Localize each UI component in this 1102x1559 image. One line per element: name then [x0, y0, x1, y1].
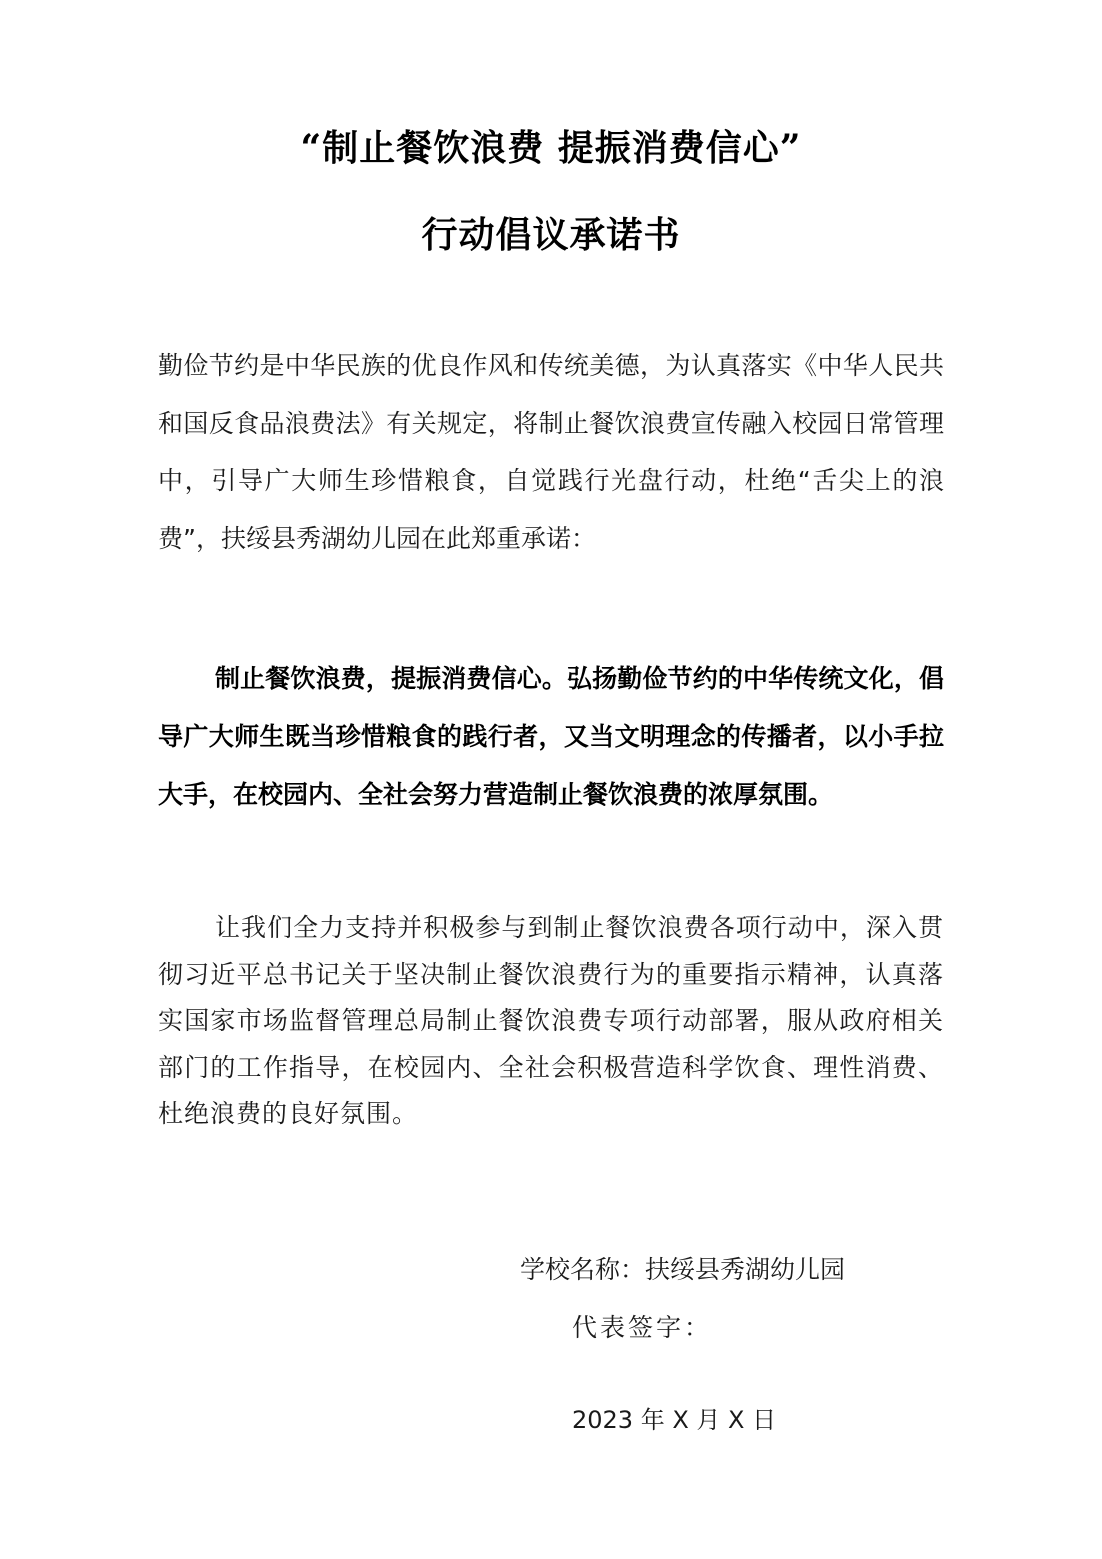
support-paragraph: 让我们全力支持并积极参与到制止餐饮浪费各项行动中，深入贯彻习近平总书记关于坚决制止餐饮浪费行为的重要指示精神，认真落实国家市场监督管理总局制止餐饮浪费专项行动部署，服从政府相关部门的工作指导，在校园内、全社会积极营造科学饮食、理性消费、杜绝浪费的良好氛围。	[158, 913, 944, 1128]
representative-signature: 代表签字：	[572, 1313, 713, 1342]
document-title-line-2: 行动倡议承诺书	[421, 214, 681, 256]
commitment-paragraph: 制止餐饮浪费，提振消费信心。弘扬勤俭节约的中华传统文化，倡导广大师生既当珍惜粮食的践行者，又当文明理念的传播者，以小手拉大手，在校园内、全社会努力营造制止餐饮浪费的浓厚氛围。	[158, 664, 944, 809]
signature-date: 2023 年 X 月 X 日	[572, 1406, 777, 1434]
intro-paragraph: 勤俭节约是中华民族的优良作风和传统美德，为认真落实《中华人民共和国反食品浪费法》有关规定，将制止餐饮浪费宣传融入校园日常管理中，引导广大师生珍惜粮食，自觉践行光盘行动，杜绝“舌尖上的浪费”，扶绥县秀湖幼儿园在此郑重承诺：	[158, 351, 944, 553]
school-name: 学校名称：扶绥县秀湖幼儿园	[520, 1255, 846, 1284]
document-title-line-1: “制止餐饮浪费 提振消费信心”	[300, 127, 802, 169]
